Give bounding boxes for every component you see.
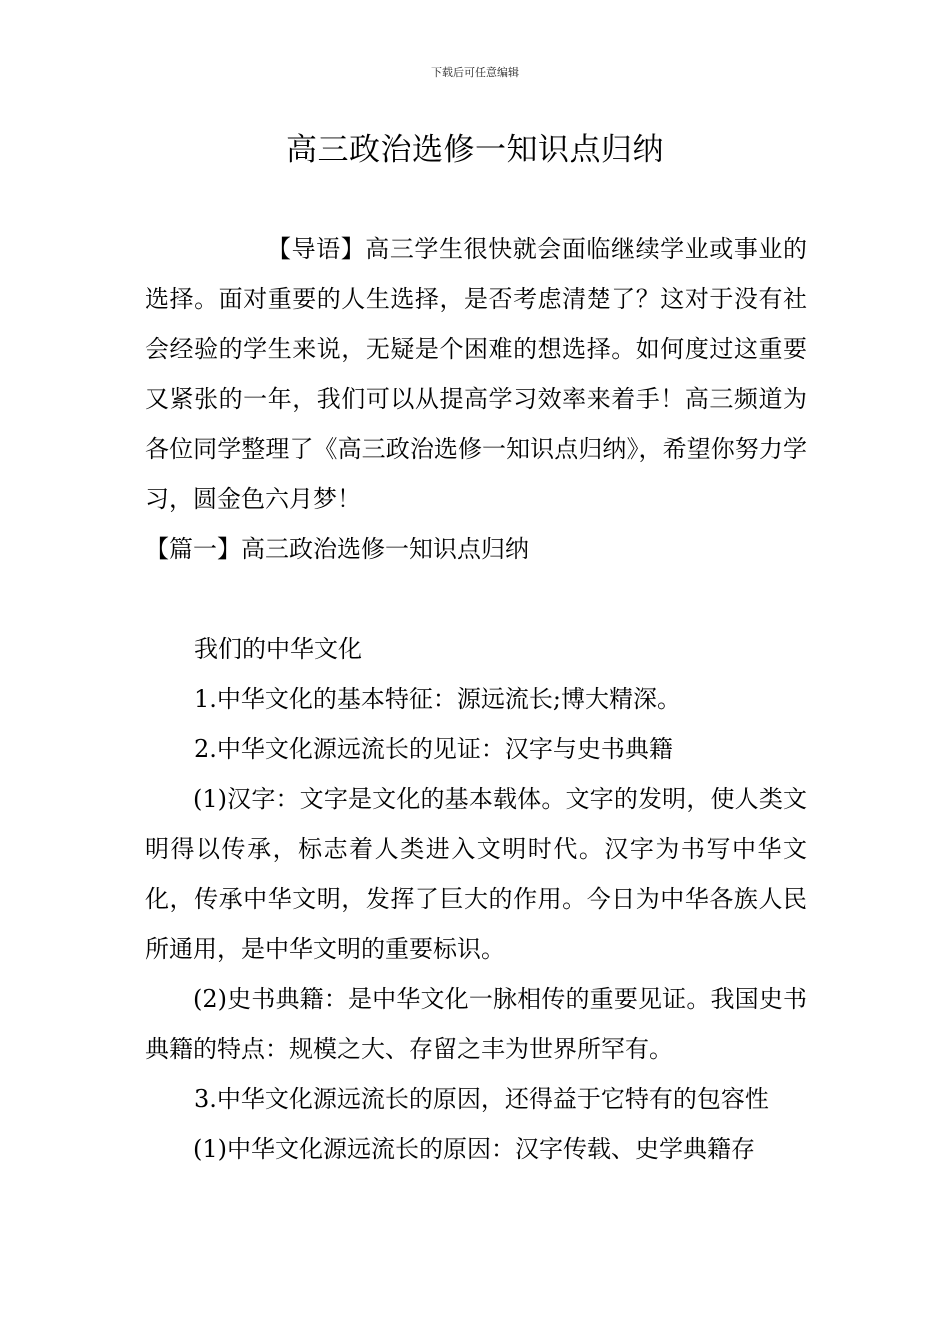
paragraph-point-2: 2.中华文化源远流长的见证：汉字与史书典籍 [194, 735, 673, 763]
document-body [145, 224, 807, 1174]
section-heading: 【篇一】高三政治选修一知识点归纳 [145, 535, 529, 563]
header-note: 下载后可任意编辑 [431, 66, 519, 79]
paragraph-reasons: (1)中华文化源远流长的原因：汉字传载、史学典籍存 [193, 1135, 755, 1163]
paragraph-point-1: 1.中华文化的基本特征：源远流长;博大精深。 [194, 685, 681, 713]
blank-line [145, 574, 807, 624]
paragraph-hanzi: (1)汉字：文字是文化的基本载体。文字的发明，使人类文明得以传承，标志着人类进入文明时代。汉字为书写中华文化，传承中华文明，发挥了巨大的作用。今日为中华各族人民所通用，是中华文明的重要标识。 [145, 785, 807, 963]
subheading: 我们的中华文化 [194, 635, 362, 663]
document-title: 高三政治选修一知识点归纳 [286, 132, 664, 168]
paragraph-classics: (2)史书典籍：是中华文化一脉相传的重要见证。我国史书典籍的特点：规模之大、存留之丰为世界所罕有。 [145, 985, 807, 1063]
paragraph-point-3: 3.中华文化源远流长的原因，还得益于它特有的包容性 [194, 1085, 769, 1113]
intro-paragraph: 【导语】高三学生很快就会面临继续学业或事业的选择。面对重要的人生选择，是否考虑清楚了？这对于没有社会经验的学生来说，无疑是个困难的想选择。如何度过这重要又紧张的一年，我们可以从提高学习效率来着手！高三频道为各位同学整理了《高三政治选修一知识点归纳》，希望你努力学习，圆金色六月梦！ [145, 235, 807, 513]
